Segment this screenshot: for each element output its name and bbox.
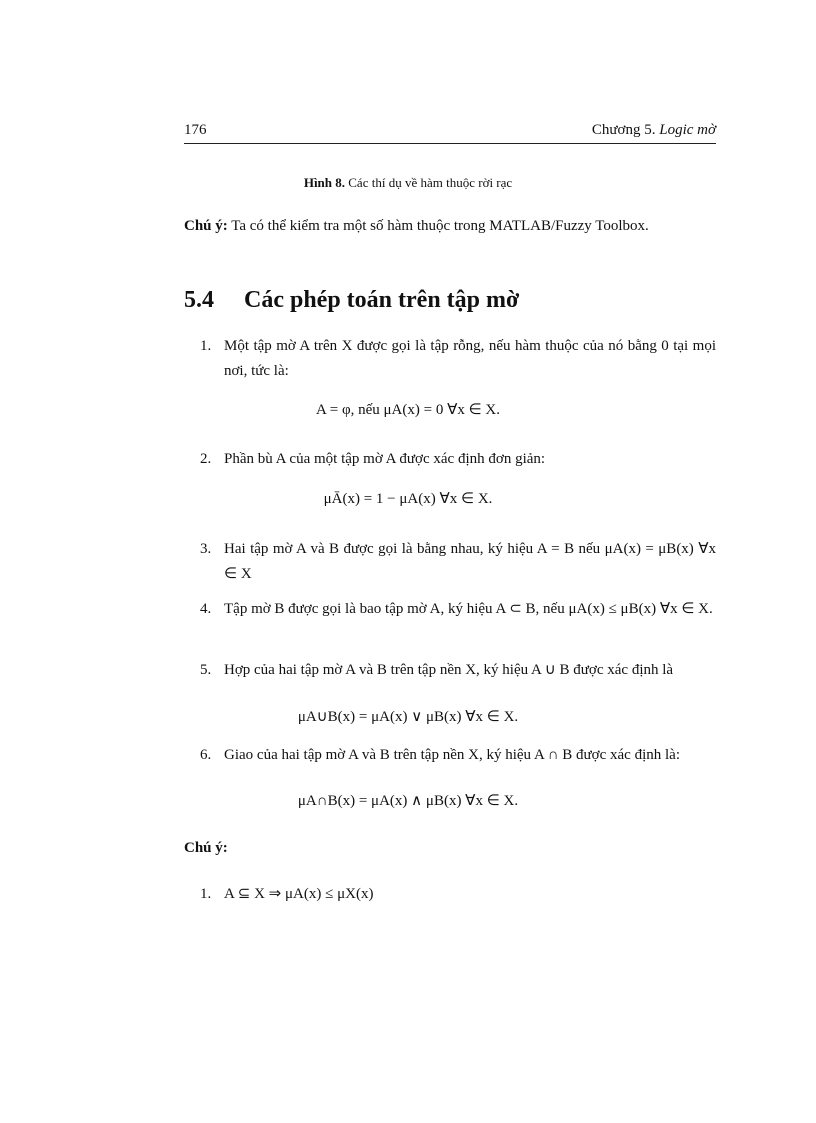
list-item: 6. Giao của hai tập mờ A và B trên tập nền X, ký hiệu A ∩ B được xác định là: (200, 747, 680, 763)
chapter-heading: Chương 5. Logic mờ (591, 122, 716, 138)
list-item: 1. Một tập mờ A trên X được gọi là tập rỗng, nếu hàm thuộc của nó bằng 0 tại mọi nơi, tức là: (200, 338, 716, 379)
section-heading: 5.4 Các phép toán trên tập mờ (184, 287, 520, 313)
list-item: 1. A ⊆ X ⇒ μA(x) ≤ μX(x) (200, 886, 374, 902)
equation: μA∩B(x) = μA(x) ∧ μB(x) ∀x ∈ X. (297, 793, 519, 809)
note-label: Chú ý: (184, 840, 228, 856)
header-rule (184, 143, 716, 144)
note-paragraph: Chú ý: Ta có thể kiểm tra một số hàm thuộc trong MATLAB/Fuzzy Toolbox. (184, 218, 649, 234)
equation: A = φ, nếu μA(x) = 0 ∀x ∈ X. (315, 402, 500, 418)
running-header (184, 122, 716, 144)
list-item: 5. Hợp của hai tập mờ A và B trên tập nền X, ký hiệu A ∪ B được xác định là (200, 662, 674, 678)
equation: μA∪B(x) = μA(x) ∨ μB(x) ∀x ∈ X. (297, 709, 519, 725)
list-item: 3. Hai tập mờ A và B được gọi là bằng nhau, ký hiệu A = B nếu μA(x) = μB(x) ∀x ∈ X (200, 541, 716, 582)
list-item: 2. Phần bù A của một tập mờ A được xác định đơn giản: (200, 451, 546, 467)
list-item: 4. Tập mờ B được gọi là bao tập mờ A, ký hiệu A ⊂ B, nếu μA(x) ≤ μB(x) ∀x ∈ X. (200, 601, 713, 617)
page-number: 176 (184, 122, 207, 138)
equation: μĀ(x) = 1 − μA(x) ∀x ∈ X. (323, 491, 493, 507)
figure-caption: Hình 8. Các thí dụ về hàm thuộc rời rạc (303, 175, 513, 190)
